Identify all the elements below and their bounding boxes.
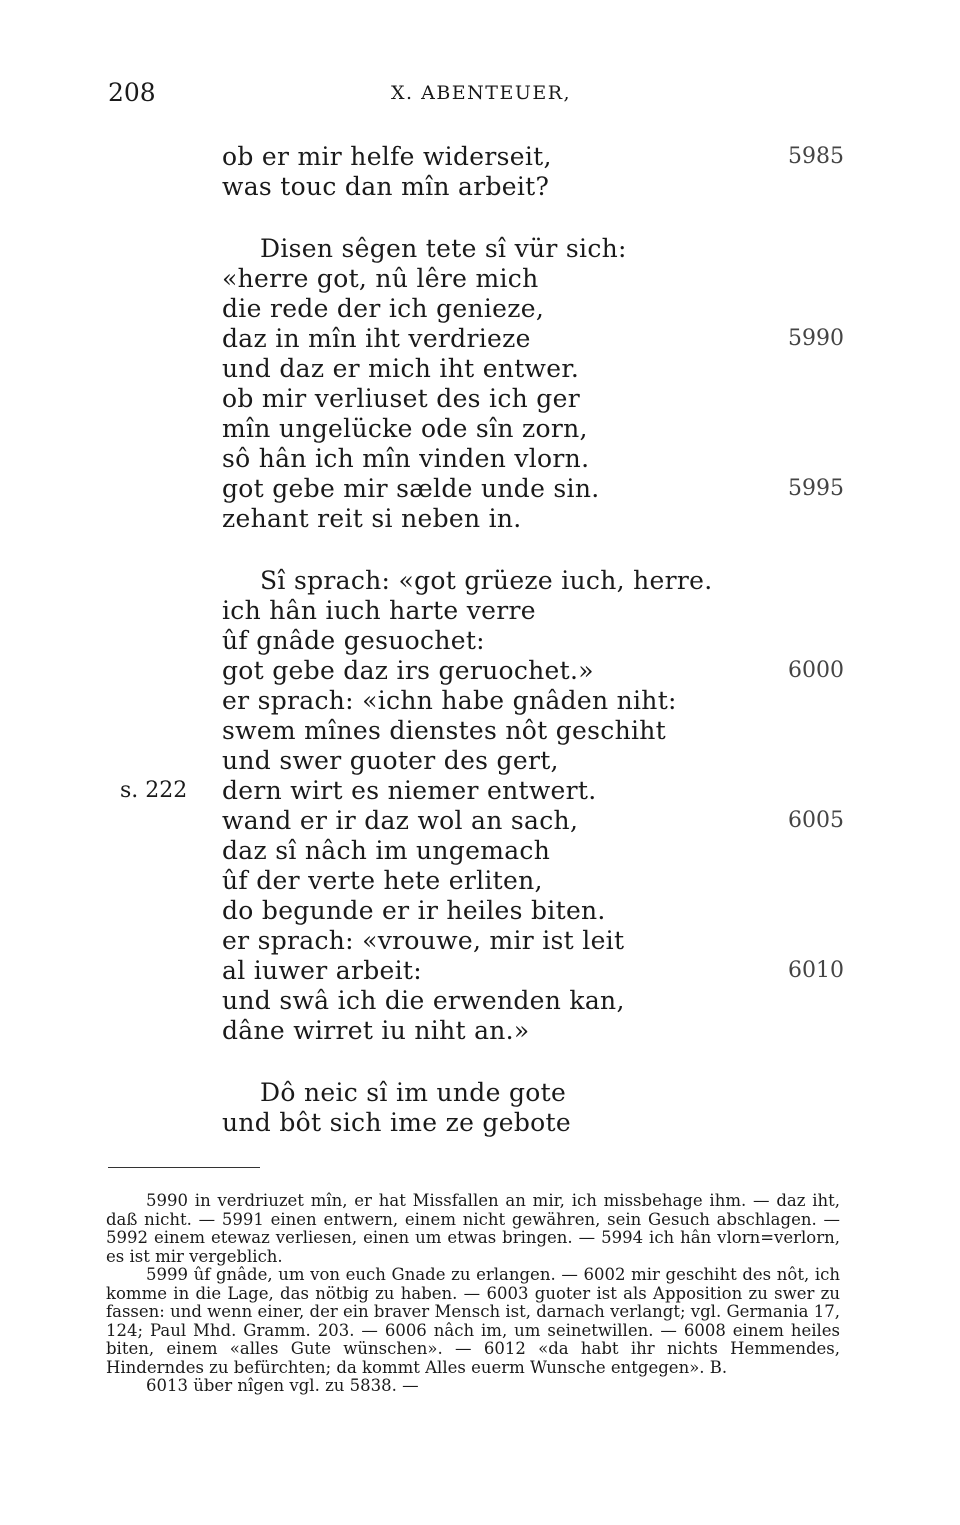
verse-line: er sprach: «vrouwe, mir ist leit [222,926,625,955]
verse-line: die rede der ich genieze, [222,294,545,323]
line-number: 6010 [788,958,844,983]
footnote-paragraph: 6013 über nîgen vgl. zu 5838. — [146,1376,419,1395]
line-number: 6005 [788,808,844,833]
verse-line: zehant reit si neben in. [222,504,522,533]
verse-line: got gebe mir sælde unde sin. [222,474,600,503]
running-header [108,78,868,110]
verse-line: Sî sprach: «got grüeze iuch, herre. [260,566,713,595]
verse-line: ich hân iuch harte verre [222,596,536,625]
verse-line: swem mînes dienstes nôt geschiht [222,716,667,745]
verse-line: mîn ungelücke ode sîn zorn, [222,414,588,443]
verse-line: daz sî nâch im ungemach [222,836,551,865]
margin-page-reference: s. 222 [120,778,188,803]
verse-line: «herre got, nû lêre mich [222,264,539,293]
verse-line: sô hân ich mîn vinden vlorn. [222,444,590,473]
verse-line: dern wirt es niemer entwert. [222,776,597,805]
verse-line: und swâ ich die erwenden kan, [222,986,625,1015]
verse-line: ûf gnâde gesuochet: [222,626,485,655]
footnote-divider [108,1167,260,1168]
verse-line: got gebe daz irs geruochet.» [222,656,594,685]
verse-line: dâne wirret iu niht an.» [222,1016,530,1045]
line-number: 5990 [788,326,844,351]
verse-line: er sprach: «ichn habe gnâden niht: [222,686,677,715]
footnotes [106,1192,840,1396]
verse-line: und daz er mich iht entwer. [222,354,580,383]
verse-line: was touc dan mîn arbeit? [222,172,550,201]
verse-line: ob er mir helfe widerseit, [222,142,552,171]
running-title: X. ABENTEUER, [391,82,572,104]
verse-line: wand er ir daz wol an sach, [222,806,579,835]
verse-line: und swer guoter des gert, [222,746,559,775]
verse-line: Disen sêgen tete sî vür sich: [260,234,627,263]
footnote-paragraph: 5990 in verdriuzet mîn, er hat Missfallen an mir, ich missbehage ihm. — daz iht, daß nicht. — 5991 einen entwern, einem nicht gewähren, sein Gesuch abschlagen. — 5992 einem etewaz verliesen, einen um etwas bringen. — 5994 ich hân vlorn=verlorn, es ist mir vergeblich. [106,1191,840,1266]
verse-line: Dô neic sî im unde gote [260,1078,567,1107]
verse-line: und bôt sich ime ze gebote [222,1108,571,1137]
line-number: 6000 [788,658,844,683]
verse-line: do begunde er ir heiles biten. [222,896,606,925]
verse-line: daz in mîn iht verdrieze [222,324,531,353]
page-number: 208 [108,78,156,107]
verse-line: al iuwer arbeit: [222,956,422,985]
footnote-paragraph: 5999 ûf gnâde, um von euch Gnade zu erlangen. — 6002 mir geschiht des nôt, ich komme in die Lage, das nötbig zu haben. — 6003 guoter ist als Apposition zu swer zu fassen: und wenn einer, der ein braver Mensch ist, darnach verlangt; vgl. Germania 17, 124; Paul Mhd. Gramm. 203. — 6006 nâch im, um seinetwillen. — 6008 einem heiles biten, einem «alles Gute wünschen». — 6012 «da habt ihr nichts Hemmendes, Hinderndes zu befürchten; da kommt Alles euerm Wunsche entgegen». B. [106,1265,840,1377]
line-number: 5985 [788,144,844,169]
line-number: 5995 [788,476,844,501]
verse-line: ûf der verte hete erliten, [222,866,543,895]
verse-line: ob mir verliuset des ich ger [222,384,580,413]
